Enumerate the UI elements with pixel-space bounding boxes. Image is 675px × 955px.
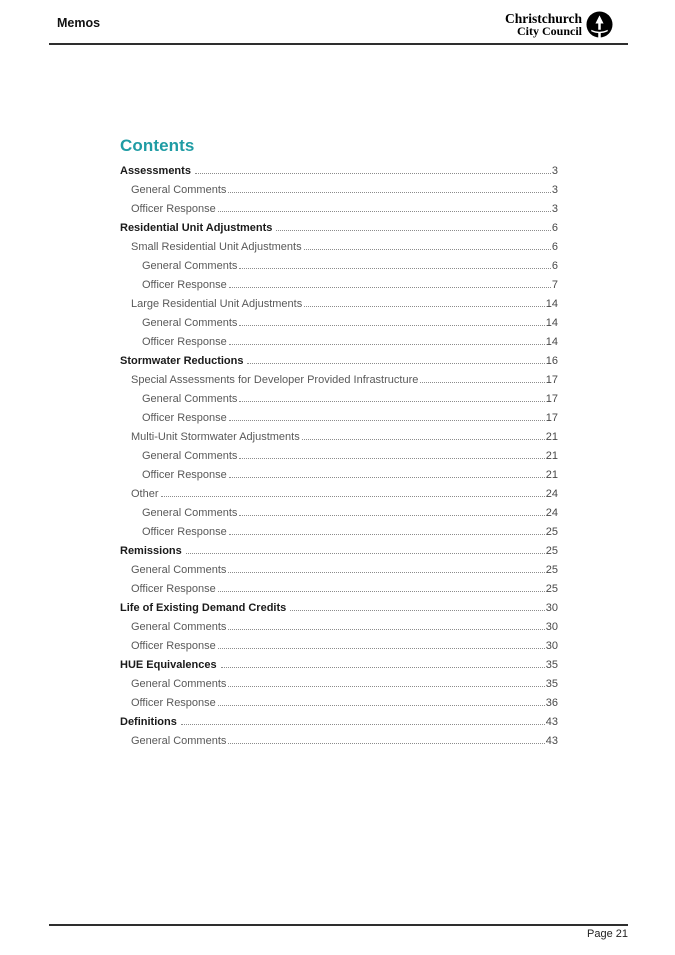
- toc-entry[interactable]: [120, 181, 558, 200]
- toc-entry-label: General Comments: [131, 678, 227, 690]
- toc-entry[interactable]: [120, 295, 558, 314]
- dot-leader: [304, 249, 551, 250]
- toc-entry-label: Remissions: [120, 545, 182, 557]
- toc-entry[interactable]: [120, 219, 558, 238]
- dot-leader: [239, 458, 544, 459]
- header-title: Memos: [57, 16, 101, 30]
- dot-leader: [229, 344, 545, 345]
- toc-entry-label: Officer Response: [142, 279, 227, 291]
- dot-leader: [228, 686, 544, 687]
- logo-text-line1: Christchurch: [504, 10, 582, 26]
- toc-entry-label: Small Residential Unit Adjustments: [131, 241, 302, 253]
- toc-entry-page: 21: [545, 450, 558, 462]
- dot-leader: [239, 325, 544, 326]
- toc-entry[interactable]: [120, 466, 558, 485]
- toc-entry-label: Officer Response: [142, 526, 227, 538]
- toc-entry-label: Special Assessments for Developer Provided Infrastructure: [131, 374, 419, 386]
- toc-entry[interactable]: [120, 314, 558, 333]
- dot-leader: [239, 401, 544, 402]
- toc-entry-page: 30: [545, 621, 558, 633]
- toc-entry-page: 14: [545, 298, 558, 310]
- toc-entry-page: 25: [545, 583, 558, 595]
- toc-entry[interactable]: [120, 732, 558, 751]
- toc-entry-page: 25: [545, 526, 558, 538]
- dot-leader: [218, 211, 551, 212]
- toc-entry-label: Other: [131, 488, 159, 500]
- council-logo: [505, 11, 613, 38]
- toc-entry[interactable]: [120, 675, 558, 694]
- dot-leader: [228, 192, 551, 193]
- toc-entry-page: 3: [551, 184, 558, 196]
- toc-entry-page: 24: [545, 488, 558, 500]
- table-of-contents: [120, 136, 558, 751]
- toc-entry[interactable]: [120, 561, 558, 580]
- toc-entry-page: 7: [551, 279, 558, 291]
- toc-entry-label: Officer Response: [142, 336, 227, 348]
- dot-leader: [218, 705, 545, 706]
- toc-entry-page: 24: [545, 507, 558, 519]
- dot-leader: [228, 572, 544, 573]
- toc-entry[interactable]: [120, 371, 558, 390]
- toc-entry[interactable]: [120, 333, 558, 352]
- toc-entry[interactable]: [120, 238, 558, 257]
- toc-entry-label: Definitions: [120, 716, 177, 728]
- toc-list: [120, 162, 558, 751]
- toc-entry[interactable]: [120, 352, 558, 371]
- page-number-label: Page 21: [587, 928, 628, 940]
- dot-leader: [304, 306, 545, 307]
- toc-entry-label: Officer Response: [131, 697, 216, 709]
- toc-entry-page: 3: [551, 203, 558, 215]
- logo-text-line2: City Council: [516, 24, 582, 39]
- toc-entry[interactable]: [120, 656, 558, 675]
- toc-entry-label: General Comments: [131, 184, 227, 196]
- toc-entry[interactable]: [120, 694, 558, 713]
- toc-entry-label: Officer Response: [131, 583, 216, 595]
- toc-entry[interactable]: [120, 447, 558, 466]
- toc-entry-page: 21: [545, 431, 558, 443]
- toc-entry-page: 30: [545, 602, 558, 614]
- toc-entry-label: Life of Existing Demand Credits: [120, 602, 287, 614]
- toc-entry-page: 35: [545, 678, 558, 690]
- toc-entry-label: General Comments: [142, 260, 238, 272]
- toc-entry-page: 16: [545, 355, 558, 367]
- toc-entry-page: 35: [545, 659, 558, 671]
- dot-leader: [302, 439, 545, 440]
- toc-entry-label: Officer Response: [131, 203, 216, 215]
- toc-entry-label: General Comments: [142, 450, 238, 462]
- toc-entry-page: 17: [545, 412, 558, 424]
- toc-entry-page: 25: [545, 545, 558, 557]
- toc-entry-label: Officer Response: [142, 412, 227, 424]
- toc-entry[interactable]: [120, 257, 558, 276]
- toc-entry[interactable]: [120, 580, 558, 599]
- toc-entry-page: 14: [545, 336, 558, 348]
- toc-entry-page: 3: [551, 165, 558, 177]
- toc-entry-page: 36: [545, 697, 558, 709]
- dot-leader: [239, 515, 544, 516]
- toc-entry-label: General Comments: [131, 621, 227, 633]
- toc-entry[interactable]: [120, 618, 558, 637]
- toc-entry-label: HUE Equivalences: [120, 659, 217, 671]
- dot-leader: [195, 173, 551, 174]
- contents-heading: Contents: [120, 136, 195, 155]
- toc-entry-label: Assessments: [120, 165, 191, 177]
- toc-entry-page: 25: [545, 564, 558, 576]
- dot-leader: [239, 268, 551, 269]
- toc-entry-page: 17: [545, 374, 558, 386]
- toc-entry[interactable]: [120, 542, 558, 561]
- toc-entry-page: 17: [545, 393, 558, 405]
- header-rule: [49, 43, 628, 45]
- footer-rule: [49, 924, 628, 926]
- dot-leader: [247, 363, 544, 364]
- dot-leader: [229, 287, 551, 288]
- toc-entry[interactable]: [120, 713, 558, 732]
- dot-leader: [186, 553, 545, 554]
- toc-entry-page: 43: [545, 716, 558, 728]
- christchurch-city-council-logo-icon: [586, 11, 613, 38]
- council-logo-text: [505, 12, 582, 38]
- dot-leader: [229, 420, 545, 421]
- toc-entry-label: General Comments: [131, 735, 227, 747]
- toc-entry-label: General Comments: [142, 507, 238, 519]
- toc-entry-label: Multi-Unit Stormwater Adjustments: [131, 431, 300, 443]
- dot-leader: [161, 496, 545, 497]
- toc-entry-page: 6: [551, 260, 558, 272]
- dot-leader: [228, 629, 544, 630]
- toc-entry[interactable]: [120, 485, 558, 504]
- toc-entry-label: Officer Response: [142, 469, 227, 481]
- toc-entry[interactable]: [120, 162, 558, 181]
- toc-entry[interactable]: [120, 200, 558, 219]
- toc-entry-label: General Comments: [131, 564, 227, 576]
- toc-entry-page: 30: [545, 640, 558, 652]
- toc-entry-page: 6: [551, 241, 558, 253]
- toc-entry[interactable]: [120, 428, 558, 447]
- toc-entry[interactable]: [120, 409, 558, 428]
- dot-leader: [218, 591, 545, 592]
- toc-entry-page: 14: [545, 317, 558, 329]
- dot-leader: [229, 534, 545, 535]
- dot-leader: [228, 743, 544, 744]
- toc-entry[interactable]: [120, 637, 558, 656]
- toc-entry[interactable]: [120, 504, 558, 523]
- dot-leader: [276, 230, 550, 231]
- toc-entry-page: 43: [545, 735, 558, 747]
- dot-leader: [221, 667, 545, 668]
- toc-entry-label: General Comments: [142, 317, 238, 329]
- toc-entry[interactable]: [120, 390, 558, 409]
- toc-entry-label: Large Residential Unit Adjustments: [131, 298, 303, 310]
- toc-entry-page: 6: [551, 222, 558, 234]
- dot-leader: [290, 610, 545, 611]
- toc-entry-label: General Comments: [142, 393, 238, 405]
- toc-entry-page: 21: [545, 469, 558, 481]
- toc-entry-label: Officer Response: [131, 640, 216, 652]
- dot-leader: [229, 477, 545, 478]
- dot-leader: [218, 648, 545, 649]
- dot-leader: [420, 382, 544, 383]
- toc-entry[interactable]: [120, 523, 558, 542]
- toc-entry-label: Residential Unit Adjustments: [120, 222, 273, 234]
- dot-leader: [181, 724, 545, 725]
- toc-entry[interactable]: [120, 276, 558, 295]
- toc-entry[interactable]: [120, 599, 558, 618]
- toc-entry-label: Stormwater Reductions: [120, 355, 244, 367]
